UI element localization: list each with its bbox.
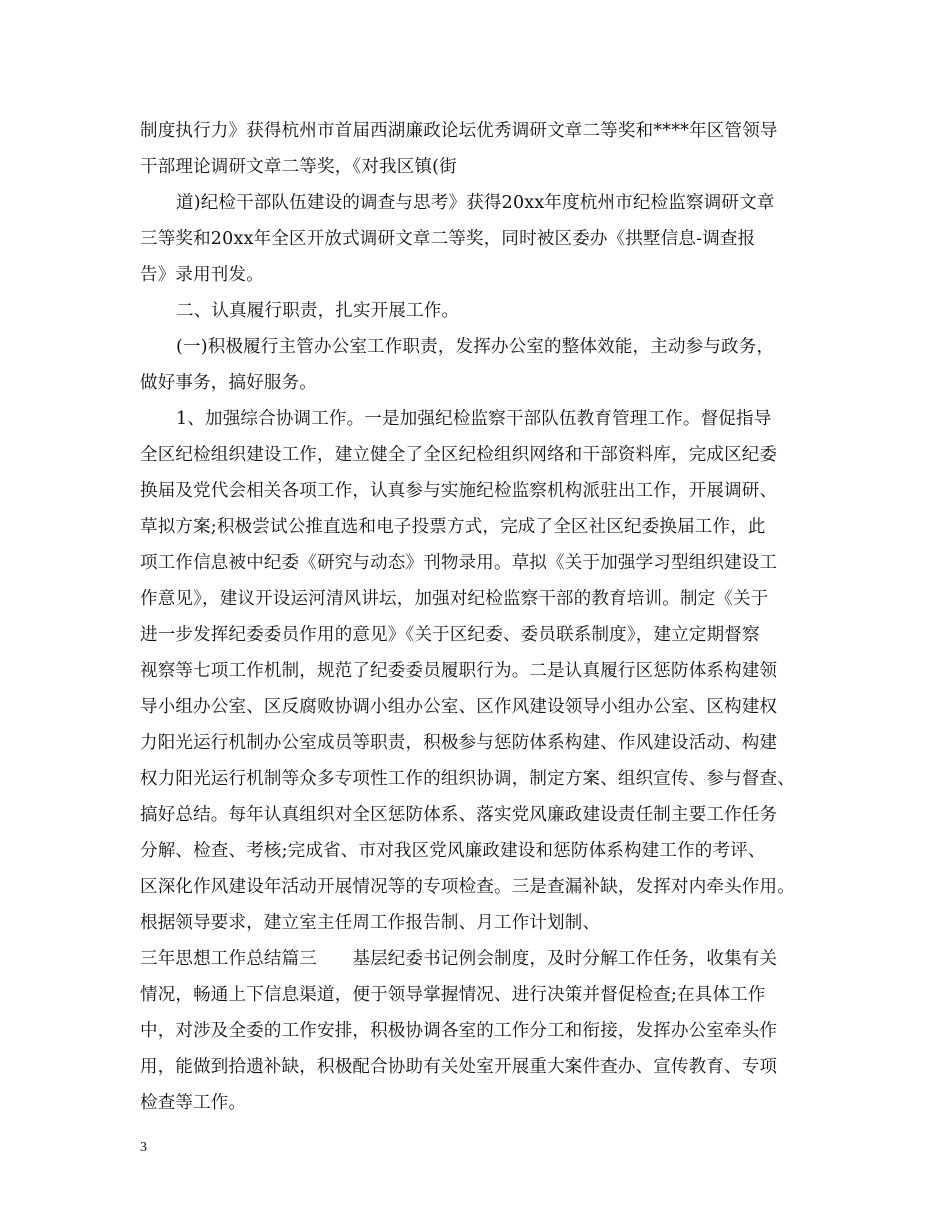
text-line: 检查等工作。 [140,1093,247,1113]
text-line: 项工作信息被中纪委《研究与动态》刊物录用。草拟《关于加强学习型组织建设工 [140,553,778,573]
text-line: 区深化作风建设年活动开展情况等的专项检查。三是查漏补缺，发挥对内牵头作用。 [140,877,795,897]
text-line: 用，能做到拾遗补缺，积极配合协助有关处室开展重大案件查办、宣传教育、专项 [140,1057,778,1077]
text-line: (一)积极履行主管办公室工作职责，发挥办公室的整体效能，主动参与政务， [176,337,775,357]
text-line: 告》录用刊发。 [140,265,264,285]
text-line: 换届及党代会相关各项工作，认真参与实施纪检监察机构派驻出工作，开展调研、 [140,481,778,501]
text-line: 二、认真履行职责，扎实开展工作。 [176,301,460,321]
text-line: 中，对涉及全委的工作安排，积极协调各室的工作分工和衔接，发挥办公室牵头作 [140,1021,778,1041]
page-number: 3 [140,1140,147,1155]
text-line: 草拟方案;积极尝试公推直选和电子投票方式，完成了全区社区纪委换届工作，此 [140,517,766,537]
text-line: 全区纪检组织建设工作，建立健全了全区纪检组织网络和干部资料库，完成区纪委 [140,445,778,465]
text-line: 视察等七项工作机制，规范了纪委委员履职行为。二是认真履行区惩防体系构建领 [140,661,778,681]
document-body [140,113,810,1121]
text-line: 制度执行力》获得杭州市首届西湖廉政论坛优秀调研文章二等奖和****年区管领导 [140,121,778,141]
text-line: 导小组办公室、区反腐败协调小组办公室、区作风建设领导小组办公室、区构建权 [140,697,778,717]
text-line: 作意见》，建议开设运河清风讲坛，加强对纪检监察干部的教育培训。制定《关于 [140,589,769,609]
text-line: 情况，畅通上下信息渠道，便于领导掌握情况、进行决策并督促检查;在具体工作 [140,985,766,1005]
text-line: 搞好总结。每年认真组织对全区惩防体系、落实党风廉政建设责任制主要工作任务 [140,805,778,825]
text-line: 三等奖和20xx年全区开放式调研文章二等奖，同时被区委办《拱墅信息-调查报 [140,229,756,249]
text-line: 权力阳光运行机制等众多专项性工作的组织协调，制定方案、组织宣传、参与督查、 [140,769,795,789]
text-line: 三年思想工作总结篇三 基层纪委书记例会制度，及时分解工作任务，收集有关 [140,949,778,969]
text-line: 道)纪检干部队伍建设的调查与思考》获得20xx年度杭州市纪检监察调研文章 [176,193,775,213]
text-line: 干部理论调研文章二等奖，《对我区镇(街 [140,157,457,177]
text-line: 分解、检查、考核;完成省、市对我区党风廉政建设和惩防体系构建工作的考评、 [140,841,766,861]
text-line: 做好事务，搞好服务。 [140,373,317,393]
text-line: 进一步发挥纪委委员作用的意见》《关于区纪委、委员联系制度》，建立定期督察 [140,625,760,645]
text-line: 根据领导要求，建立室主任周工作报告制、月工作计划制、 [140,913,601,933]
text-line: 力阳光运行机制办公室成员等职责，积极参与惩防体系构建、作风建设活动、构建 [140,733,778,753]
text-line: 1、加强综合协调工作。一是加强纪检监察干部队伍教育管理工作。督促指导 [176,409,772,429]
